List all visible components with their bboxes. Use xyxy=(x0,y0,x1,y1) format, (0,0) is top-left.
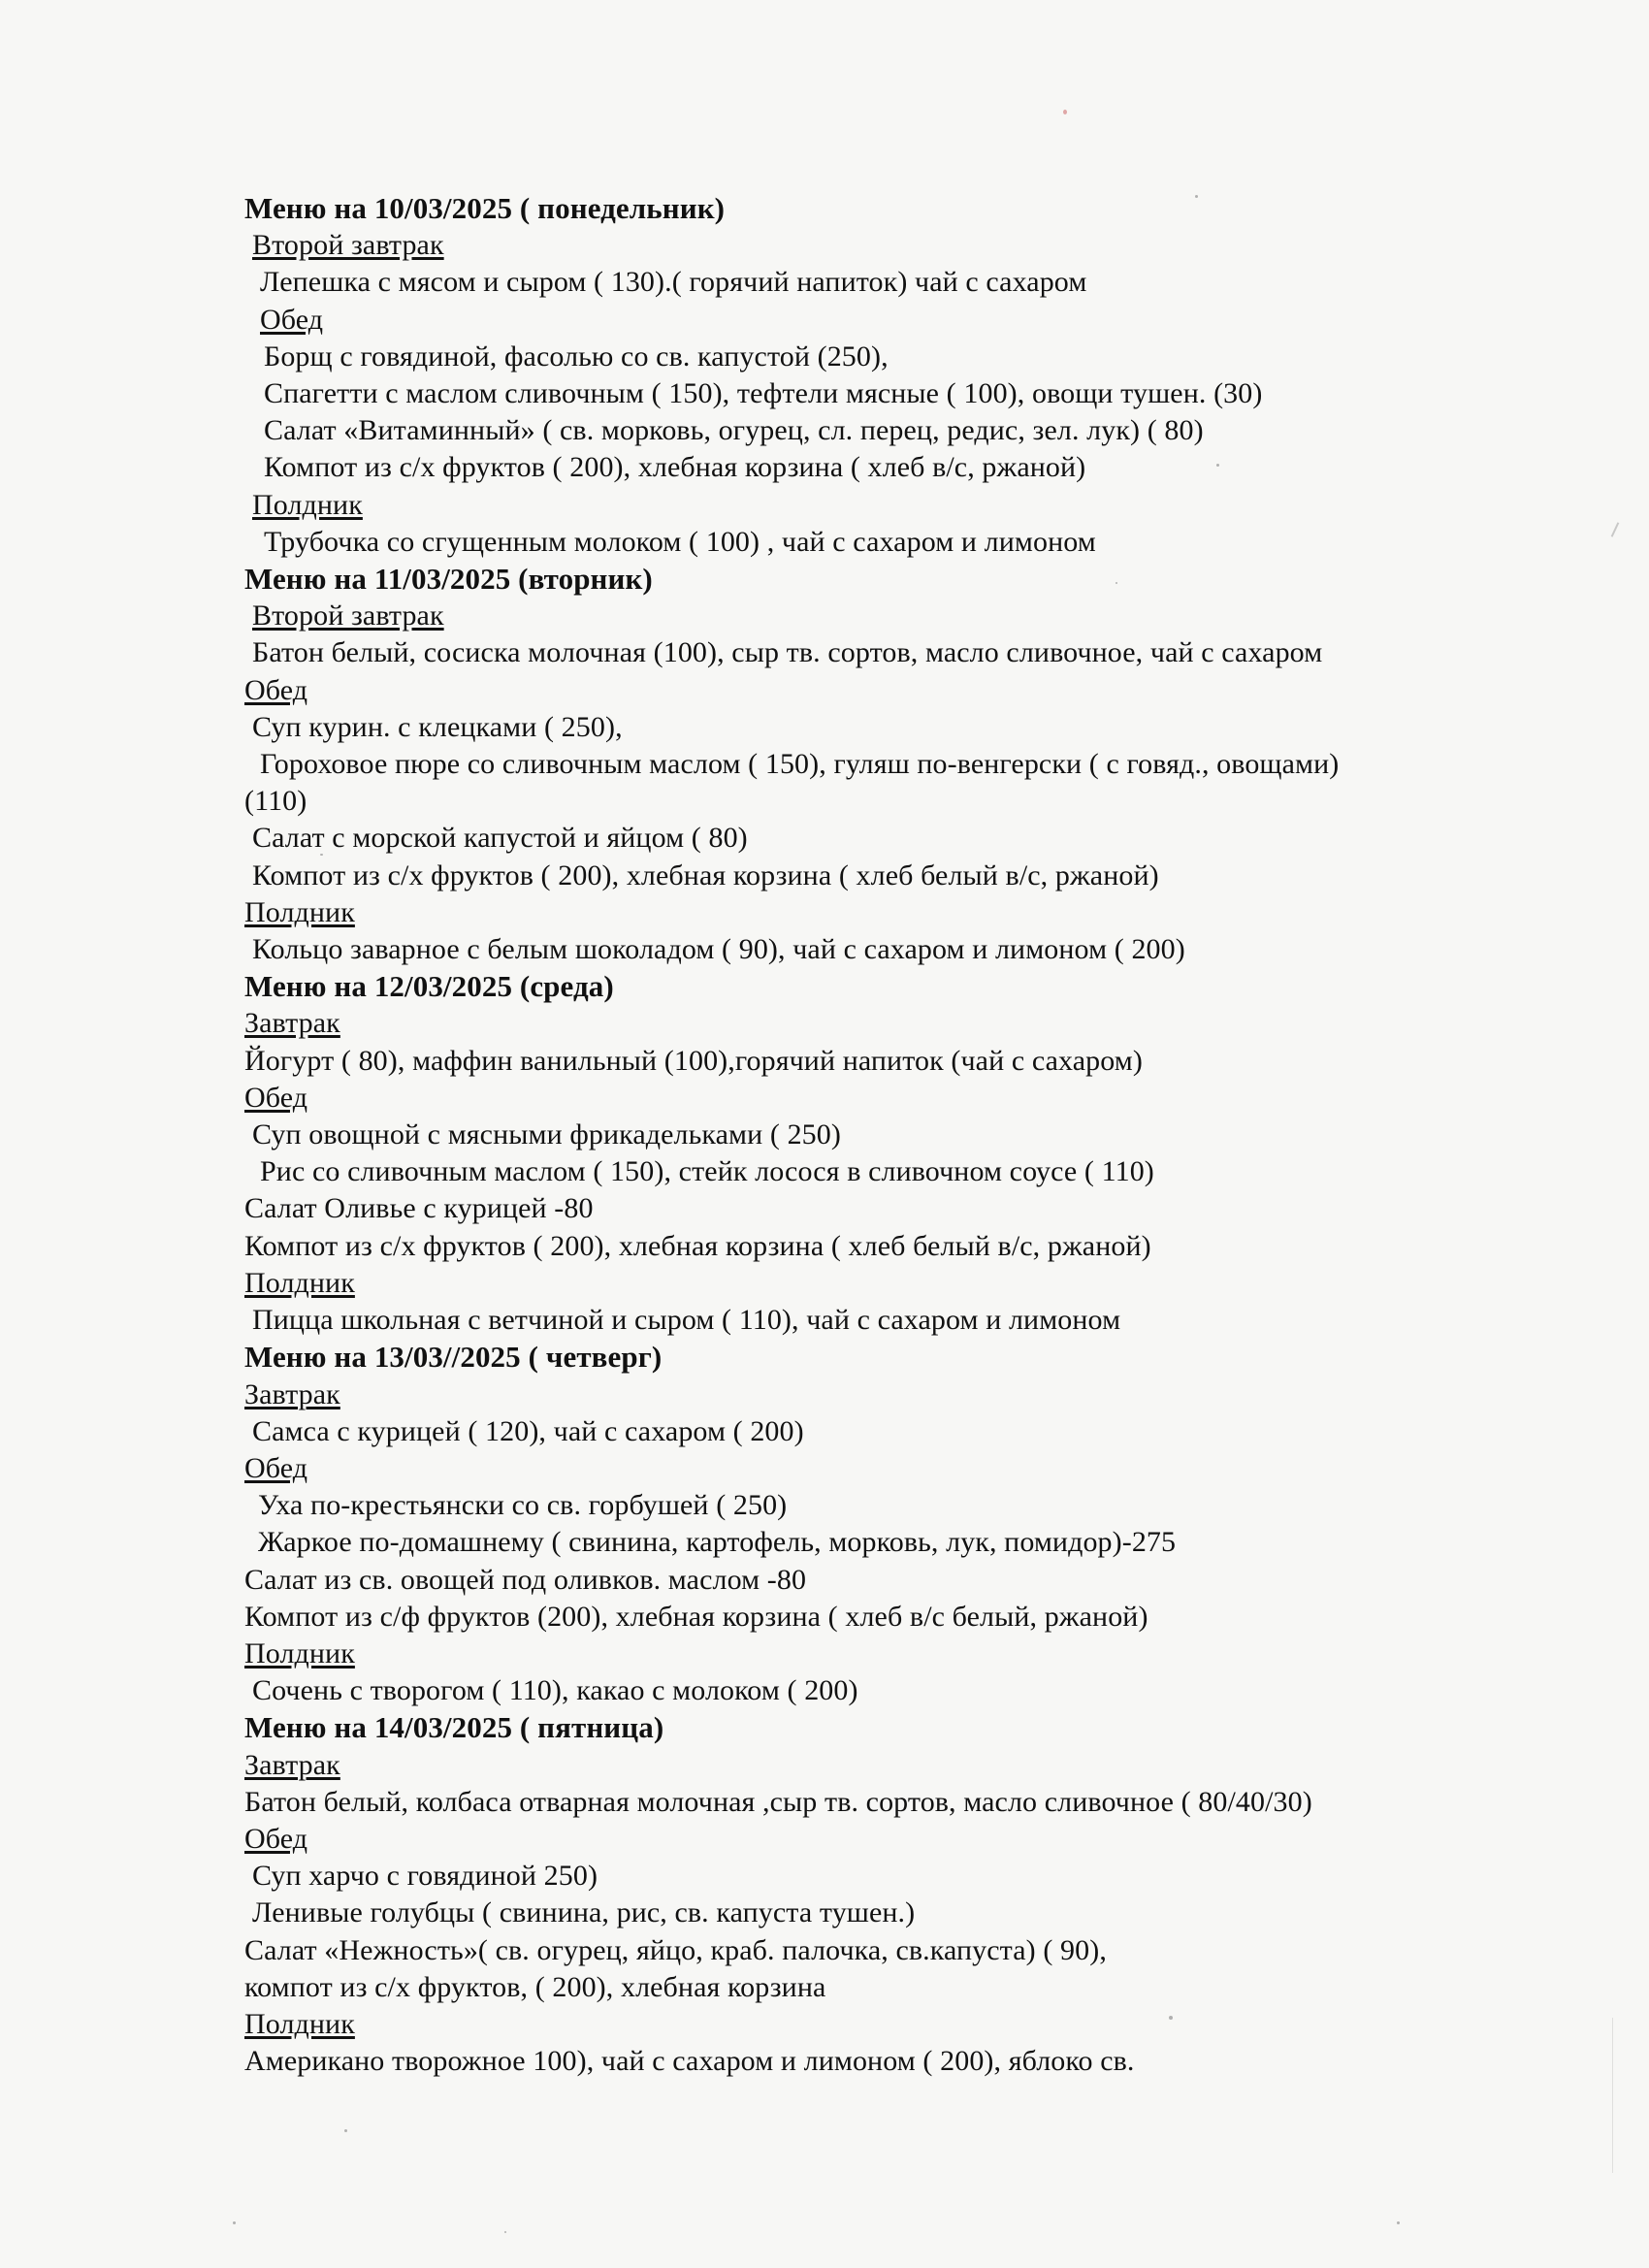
meal-header xyxy=(244,1377,1505,1413)
meal-name: Второй завтрак xyxy=(252,229,444,262)
menu-item xyxy=(244,709,1505,746)
menu-item xyxy=(244,449,1505,486)
menu-item xyxy=(244,1413,1505,1450)
menu-item-text: Уха по-крестьянски со св. горбушей ( 250) xyxy=(258,1489,788,1522)
menu-item-continuation: (110) xyxy=(244,785,307,818)
menu-item-text: Гороховое пюре со сливочным маслом ( 150), гуляш по-венгерски ( с говяд., овощами) xyxy=(260,748,1340,781)
menu-item xyxy=(244,634,1505,671)
menu-item xyxy=(244,1524,1505,1561)
menu-item-text: Борщ с говядиной, фасолью со св. капустой (250), xyxy=(264,340,889,373)
menu-day-title: Меню на 14/03/2025 ( пятница) xyxy=(244,1710,664,1745)
menu-item xyxy=(244,858,1505,894)
meal-header xyxy=(244,1636,1505,1672)
menu-item-text: Йогурт ( 80), маффин ванильный (100),горячий напиток (чай с сахаром) xyxy=(244,1044,1143,1077)
meal-name: Завтрак xyxy=(244,1377,340,1410)
menu-item xyxy=(244,746,1502,820)
menu-item-text: Рис со сливочным маслом ( 150), стейк лосося в сливочном соусе ( 110) xyxy=(260,1155,1154,1188)
menu-day xyxy=(244,1339,1505,1709)
meal-header xyxy=(244,894,1505,931)
menu-item-text: Самса с курицей ( 120), чай с сахаром ( 200) xyxy=(252,1414,804,1447)
meal-header xyxy=(244,1821,1505,1858)
scan-speck xyxy=(1063,110,1067,114)
menu-document xyxy=(244,190,1505,2080)
meal-header xyxy=(244,1005,1505,1042)
menu-item xyxy=(244,1599,1505,1636)
menu-item xyxy=(244,1153,1505,1190)
menu-item xyxy=(244,524,1505,561)
menu-item xyxy=(244,1672,1505,1709)
menu-item xyxy=(244,1932,1505,1969)
menu-item xyxy=(244,820,1505,857)
menu-item-text: Пицца школьная с ветчиной и сыром ( 110), чай с сахаром и лимоном xyxy=(252,1304,1121,1337)
menu-item xyxy=(244,1858,1505,1895)
menu-item-text: Кольцо заварное с белым шоколадом ( 90), чай с сахаром и лимоном ( 200) xyxy=(252,933,1185,966)
meal-name: Завтрак xyxy=(244,1748,340,1781)
menu-item-text: Лепешка с мясом и сыром ( 130).( горячий напиток) чай с сахаром xyxy=(260,266,1087,299)
meal-header xyxy=(244,227,1505,264)
meal-name: Полдник xyxy=(244,2007,355,2040)
menu-item xyxy=(244,1487,1505,1524)
meal-header xyxy=(244,302,1505,339)
meal-header xyxy=(244,598,1505,634)
meal-name: Обед xyxy=(244,1081,308,1114)
scan-speck xyxy=(344,2129,347,2132)
meal-name: Второй завтрак xyxy=(252,599,444,632)
menu-item-text: Салат с морской капустой и яйцом ( 80) xyxy=(252,822,748,855)
menu-item xyxy=(244,1228,1505,1265)
scan-edge-mark xyxy=(1611,522,1620,536)
menu-item-text: Американо творожное 100), чай с сахаром и лимоном ( 200), яблоко св. xyxy=(244,2045,1135,2078)
scan-speck xyxy=(233,2221,236,2224)
menu-day-title: Меню на 13/03//2025 ( четверг) xyxy=(244,1340,663,1375)
menu-day xyxy=(244,968,1505,1339)
menu-day xyxy=(244,1709,1505,2080)
meal-name: Обед xyxy=(244,673,308,706)
meal-name: Завтрак xyxy=(244,1007,340,1040)
menu-day xyxy=(244,190,1505,561)
menu-item-text: Спагетти с маслом сливочным ( 150), тефтели мясные ( 100), овощи тушен. (30) xyxy=(264,377,1263,410)
meal-header xyxy=(244,1265,1505,1302)
scan-speck xyxy=(504,2231,506,2233)
menu-day-title: Меню на 11/03/2025 (вторник) xyxy=(244,562,653,597)
menu-item xyxy=(244,339,1505,375)
menu-item xyxy=(244,1190,1505,1227)
meal-header xyxy=(244,487,1505,524)
meal-name: Обед xyxy=(260,303,324,336)
menu-item-text: Компот из с/ф фруктов (200), хлебная корзина ( хлеб в/с белый, ржаной) xyxy=(244,1600,1148,1633)
menu-item-text: Суп курин. с клецками ( 250), xyxy=(252,710,623,743)
scan-speck xyxy=(1397,2221,1400,2224)
menu-item-text: Салат «Нежность»( св. огурец, яйцо, краб. палочка, св.капуста) ( 90), xyxy=(244,1933,1107,1966)
meal-header xyxy=(244,672,1505,709)
meal-header xyxy=(244,1080,1505,1117)
menu-item xyxy=(244,931,1505,968)
menu-day xyxy=(244,561,1505,968)
menu-item xyxy=(244,1043,1505,1080)
meal-name: Обед xyxy=(244,1822,308,1855)
menu-item xyxy=(244,2043,1505,2080)
meal-name: Обед xyxy=(244,1451,308,1484)
scan-edge-mark xyxy=(1612,2018,1613,2173)
menu-day-title: Меню на 12/03/2025 (среда) xyxy=(244,969,614,1004)
meal-header xyxy=(244,1747,1505,1784)
menu-item-text: Компот из с/х фруктов ( 200), хлебная корзина ( хлеб белый в/с, ржаной) xyxy=(244,1229,1151,1262)
menu-item-text: Суп овощной с мясными фрикадельками ( 250) xyxy=(252,1118,841,1151)
menu-item xyxy=(244,375,1505,412)
meal-header xyxy=(244,2006,1505,2043)
menu-item xyxy=(244,264,1505,301)
menu-day-title: Меню на 10/03/2025 ( понедельник) xyxy=(244,191,726,225)
meal-name: Полдник xyxy=(244,1266,355,1299)
menu-item-text: Сочень с творогом ( 110), какао с молоком ( 200) xyxy=(252,1674,858,1707)
menu-item xyxy=(244,1117,1505,1153)
menu-item-text: Салат из св. овощей под оливков. маслом -80 xyxy=(244,1563,807,1596)
menu-item-text: Батон белый, сосиска молочная (100), сыр тв. сортов, масло сливочное, чай с сахаром xyxy=(252,636,1323,669)
menu-item-text: Жаркое по-домашнему ( свинина, картофель, морковь, лук, помидор)-275 xyxy=(258,1526,1177,1559)
menu-item xyxy=(244,1302,1505,1339)
menu-item-text: Компот из с/х фруктов ( 200), хлебная корзина ( хлеб белый в/с, ржаной) xyxy=(252,859,1159,891)
menu-item-text: Батон белый, колбаса отварная молочная ,сыр тв. сортов, масло сливочное ( 80/40/30) xyxy=(244,1785,1312,1818)
menu-item xyxy=(244,1562,1505,1599)
meal-name: Полдник xyxy=(244,1636,355,1669)
menu-item xyxy=(244,412,1505,449)
meal-name: Полдник xyxy=(252,488,363,521)
menu-item xyxy=(244,1895,1505,1931)
menu-item xyxy=(244,1784,1505,1821)
menu-item-text: Ленивые голубцы ( свинина, рис, св. капуста тушен.) xyxy=(252,1896,916,1929)
menu-item-text: Компот из с/х фруктов ( 200), хлебная корзина ( хлеб в/с, ржаной) xyxy=(264,451,1086,484)
menu-item-text: компот из с/х фруктов, ( 200), хлебная корзина xyxy=(244,1970,826,2003)
menu-item-text: Трубочка со сгущенным молоком ( 100) , чай с сахаром и лимоном xyxy=(264,525,1096,558)
menu-item-text: Салат Оливье с курицей -80 xyxy=(244,1192,594,1225)
menu-item-text: Салат «Витаминный» ( св. морковь, огурец, сл. перец, редис, зел. лук) ( 80) xyxy=(264,414,1204,447)
meal-header xyxy=(244,1450,1505,1487)
menu-item-text: Суп харчо с говядиной 250) xyxy=(252,1860,598,1893)
meal-name: Полдник xyxy=(244,895,355,928)
menu-item xyxy=(244,1969,1505,2006)
